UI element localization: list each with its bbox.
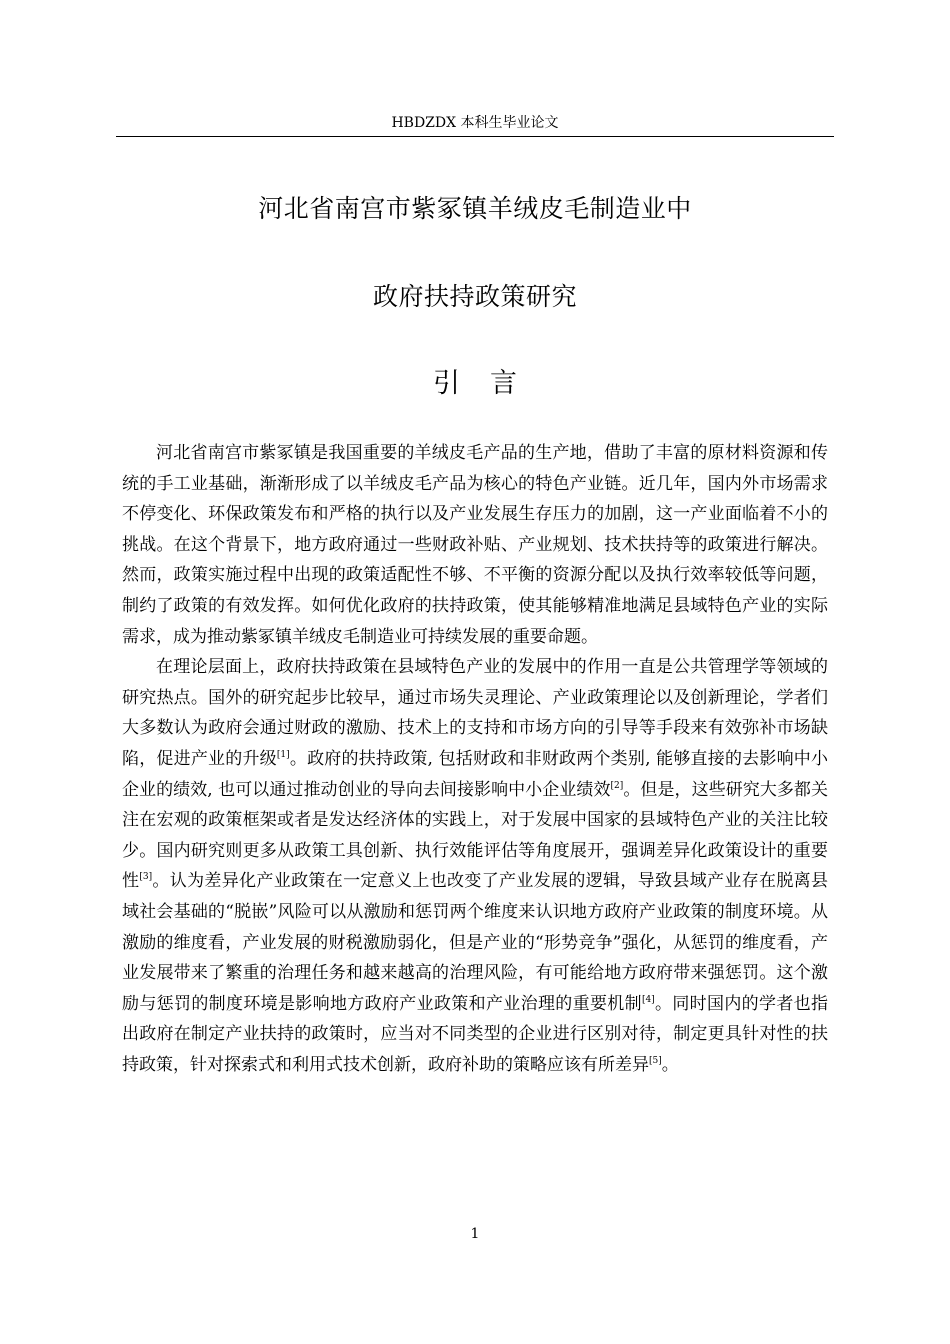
paragraph-2-text-3: 。但是，这些研究大多都关注在宏观的政策框架或者是发达经济体的实践上，对于发展中国家的县域特色产业的关注比较少。国内研究则更多从政策工具创新、执行效能评估等角度展开，强调差异化政策设计的重要性 <box>122 779 828 892</box>
header-rule <box>116 136 834 137</box>
paragraph-2-text-5: 。同时国内的学者也指出政府在制定产业扶持的政策时，应当对不同类型的企业进行区别对待，制定更具针对性的扶持政策，针对探索式和利用式技术创新，政府补助的策略应该有所差异 <box>122 993 828 1075</box>
paragraph-2-text-4: 。认为差异化产业政策在一定意义上也改变了产业发展的逻辑，导致县域产业存在脱离县域社会基础的“脱嵌”风险可以从激励和惩罚两个维度来认识地方政府产业政策的制度环境。从激励的维度看，产业发展的财税激励弱化，但是产业的“形势竞争”强化，从惩罚的维度看，产业发展带来了繁重的治理任务和越来越高的治理风险，有可能给地方政府带来强惩罚。这个激励与惩罚的制度环境是影响地方政府产业政策和产业治理的重要机制 <box>122 871 829 1014</box>
citation-ref-1: [1] <box>276 749 290 760</box>
body-text <box>122 438 828 1080</box>
section-heading: 引言 <box>433 368 547 399</box>
paragraph-2-text-6: 。 <box>661 1054 679 1075</box>
paragraph-1: 河北省南宫市紫冢镇是我国重要的羊绒皮毛产品的生产地，借助了丰富的原材料资源和传统的手工业基础，渐渐形成了以羊绒皮毛产品为核心的特色产业链。近几年，国内外市场需求不停变化、环保政策发布和严格的执行以及产业发展生存压力的加剧，这一产业面临着不小的挑战。在这个背景下，地方政府通过一些财政补贴、产业规划、技术扶持等的政策进行解决。然而，政策实施过程中出现的政策适配性不够、不平衡的资源分配以及执行效率较低等问题，制约了政策的有效发挥。如何优化政府的扶持政策，使其能够精准地满足县域特色产业的实际需求，成为推动紫冢镇羊绒皮毛制造业可持续发展的重要命题。 <box>122 443 828 647</box>
thesis-title-line-2: 政府扶持政策研究 <box>372 282 577 311</box>
page-number: 1 <box>470 1226 480 1242</box>
paragraph-2 <box>122 652 828 1080</box>
citation-ref-2: [2] <box>610 780 624 791</box>
citation-ref-4: [4] <box>641 994 655 1005</box>
citation-ref-3: [3] <box>139 872 153 883</box>
running-header: HBDZDX 本科生毕业论文 <box>391 115 559 131</box>
thesis-title-line-1: 河北省南宫市紫冢镇羊绒皮毛制造业中 <box>258 194 692 223</box>
citation-ref-5: [5] <box>649 1055 662 1066</box>
paragraph-2-text-1: 在理论层面上，政府扶持政策在县域特色产业的发展中的作用一直是公共管理学等领域的研究热点。国外的研究起步比较早，通过市场失灵理论、产业政策理论以及创新理论，学者们大多数认为政府会通过财政的激励、技术上的支持和市场方向的引导等手段来有效弥补市场缺陷，促进产业的升级 <box>122 657 828 769</box>
paragraph-2-text-2: 。政府的扶持政策, 包括财政和非财政两个类别, 能够直接的去影响中小企业的绩效, 也可以通过推动创业的导向去间接影响中小企业绩效 <box>122 748 829 800</box>
